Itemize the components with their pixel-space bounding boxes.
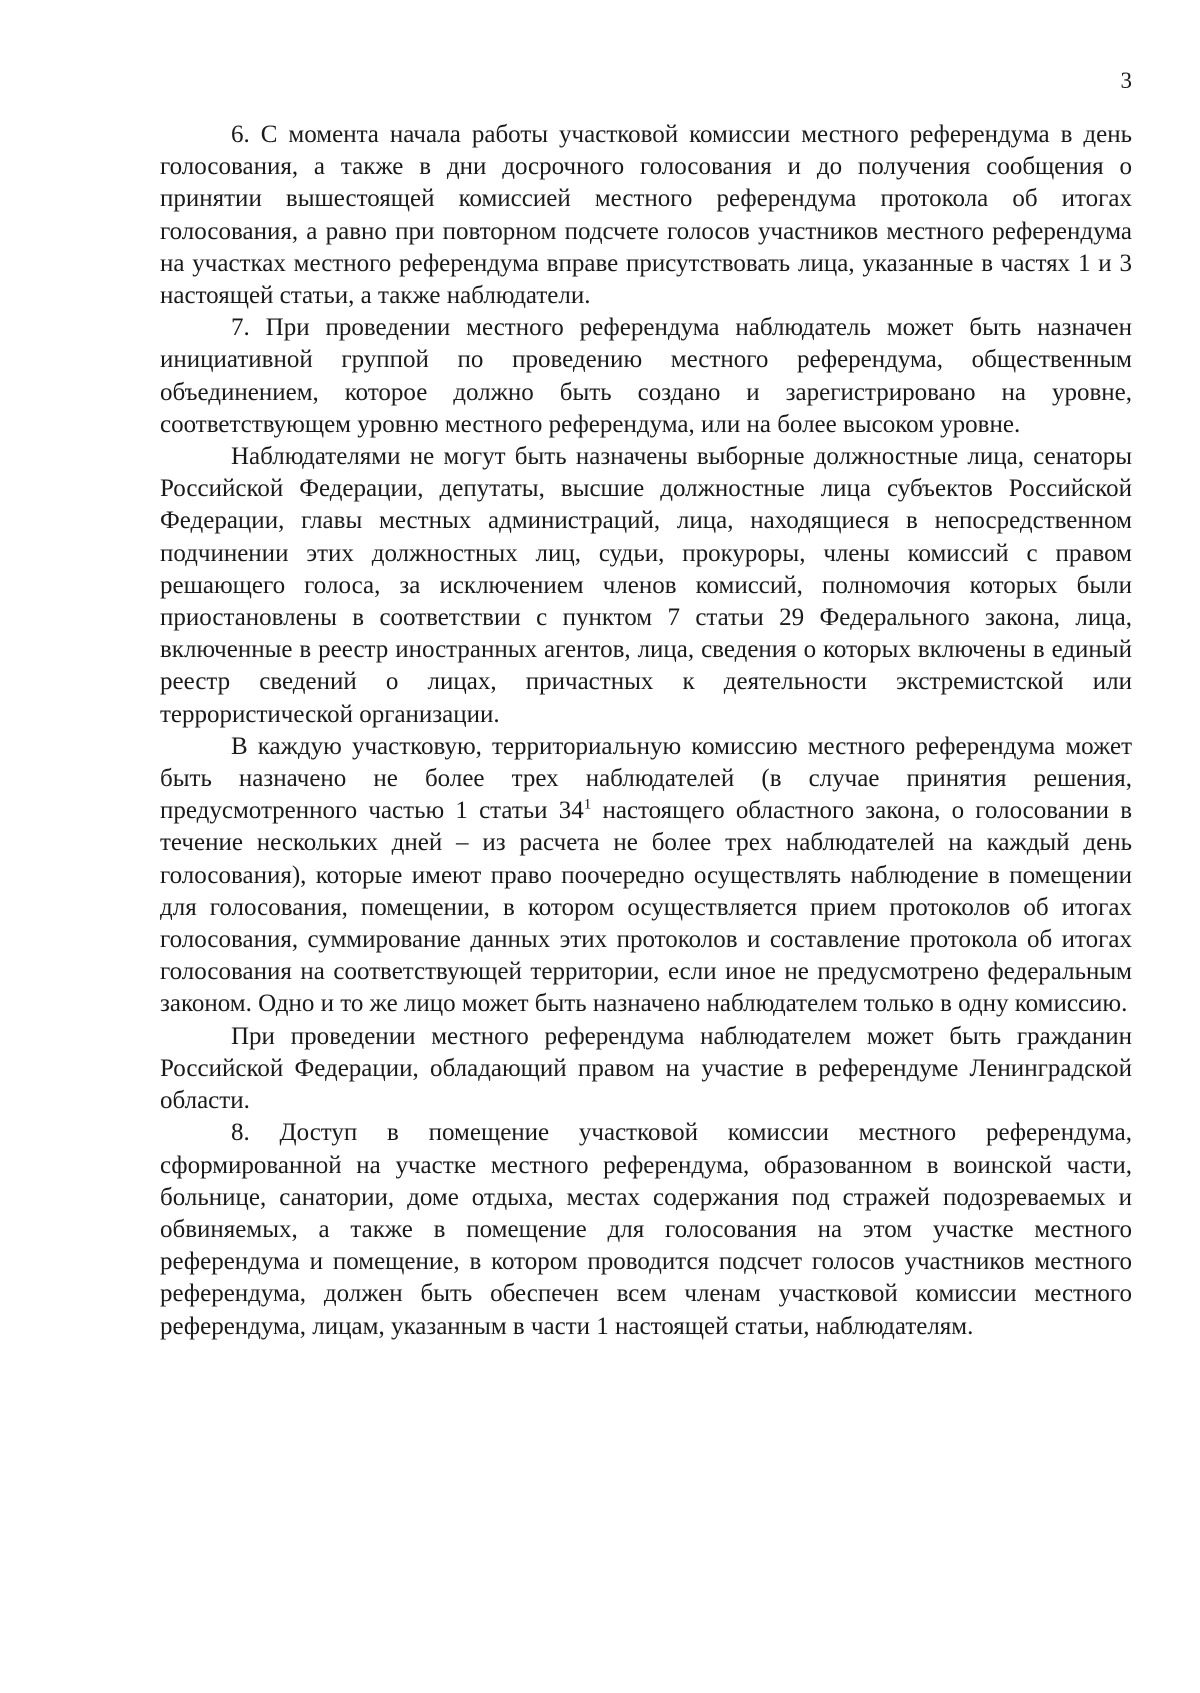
- paragraph-part-6: 6. С момента начала работы участковой комиссии местного референдума в день голосования, а также в дни досрочного голосования и до получения сообщения о принятии вышестоящей комиссией местного референдума протокола об итогах голосования, а равно при повторном подсчете голосов участников местного референдума на участках местного референдума вправе присутствовать лица, указанные в частях 1 и 3 настоящей статьи, а также наблюдатели.: [160, 121, 1132, 310]
- page-number: 3: [1120, 68, 1132, 93]
- paragraph-observer-count: [160, 731, 1132, 1021]
- paragraph-observer-citizen: При проведении местного референдума наблюдателем может быть гражданин Российской Федерации, обладающий правом на участие в референдуме Ленинградской области.: [160, 1022, 1132, 1115]
- paragraph-text-before-superscript: В каждую участковую, территориальную комиссию местного референдума может быть назначено не более трех наблюдателей (в случае принятия решения, предусмотренного частью 1 статьи 34: [160, 732, 1132, 825]
- article-superscript: 1: [583, 796, 592, 813]
- paragraph-part-8: 8. Доступ в помещение участковой комиссии местного референдума, сформированной на участке местного референдума, образованном в воинской части, больнице, санатории, доме отдыха, местах содержания под стражей подозреваемых и обвиняемых, а также в помещение для голосования на этом участке местного референдума и помещение, в котором проводится подсчет голосов участников местного референдума, должен быть обеспечен всем членам участковой комиссии местного референдума, лицам, указанным в части 1 настоящей статьи, наблюдателям.: [160, 1119, 1132, 1340]
- paragraph-part-7: 7. При проведении местного референдума наблюдатель может быть назначен инициативной группой по проведению местного референдума, общественным объединением, которое должно быть создано и зарегистрировано на уровне, соответствующем уровню местного референдума, или на более высоком уровне.: [160, 314, 1132, 438]
- paragraph-text-after-superscript: настоящего областного закона, о голосовании в течение нескольких дней – из расчета не более трех наблюдателей на каждый день голосования), которые имеют право поочередно осуществлять наблюдение в помещении для голосования, помещении, в котором осуществляется прием протоколов об итогах голосования, суммирование данных этих протоколов и составление протокола об итогах голосования на соответствующей территории, если иное не предусмотрено федеральным законом. Одно и то же лицо может быть назначено наблюдателем только в одну комиссию.: [160, 797, 1133, 1018]
- document-body: [160, 119, 1132, 1343]
- paragraph-observer-restrictions: Наблюдателями не могут быть назначены выборные должностные лица, сенаторы Российской Федерации, депутаты, высшие должностные лица субъектов Российской Федерации, главы местных администраций, лица, находящиеся в непосредственном подчинении этих должностных лиц, судьи, прокуроры, члены комиссий с правом решающего голоса, за исключением членов комиссий, полномочия которых были приостановлены в соответствии с пунктом 7 статьи 29 Федерального закона, лица, включенные в реестр иностранных агентов, лица, сведения о которых включены в единый реестр сведений о лицах, причастных к деятельности экстремистской или террористической организации.: [160, 443, 1132, 728]
